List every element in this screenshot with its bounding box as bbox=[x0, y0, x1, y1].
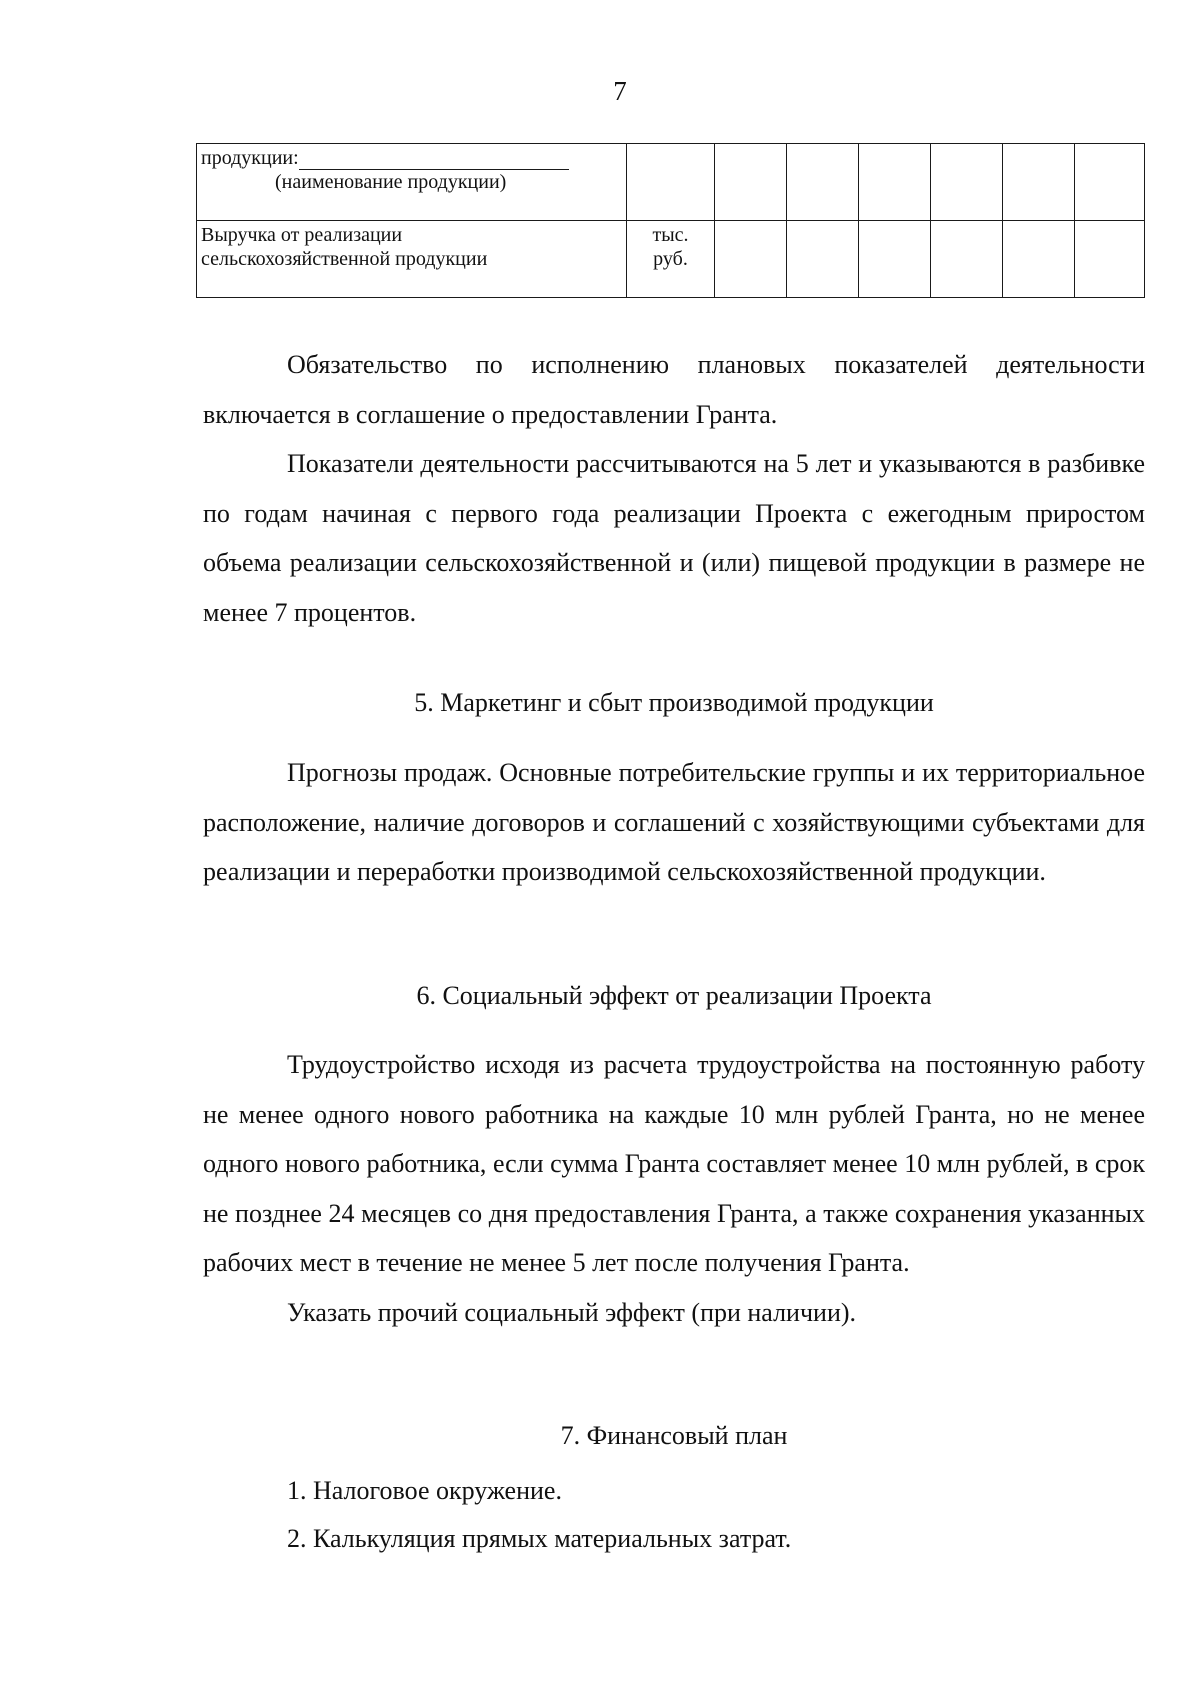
product-label: продукции: bbox=[201, 147, 299, 169]
section7-heading: 7. Финансовый план bbox=[560, 1421, 788, 1450]
list-item: 2. Калькуляция прямых материальных затрат. bbox=[287, 1524, 792, 1553]
paragraph: Показатели деятельности рассчитываются на 5 лет и указываются в разбивке по годам начиная с первого года реализации Проекта с ежегодным приростом объема реализации сельскохозяйственной и (или) пищевой продукции в размере не менее 7 процентов. bbox=[203, 449, 1145, 627]
table-row bbox=[197, 221, 1145, 298]
list-item: 1. Налоговое окружение. bbox=[287, 1476, 562, 1505]
section5-text bbox=[203, 748, 1145, 897]
table-cell-empty bbox=[787, 221, 859, 298]
table-cell-empty bbox=[1003, 144, 1075, 221]
product-name-blank bbox=[299, 149, 569, 170]
paragraph: Обязательство по исполнению плановых показателей деятельности включается в соглашение о предоставлении Гранта. bbox=[203, 350, 1145, 429]
paragraph: Трудоустройство исходя из расчета трудоустройства на постоянную работу не менее одного нового работника на каждые 10 млн рублей Гранта, но не менее одного нового работника, если сумма Гранта составляет менее 10 млн рублей, в срок не позднее 24 месяцев со дня предоставления Гранта, а также сохранения указанных рабочих мест в течение не менее 5 лет после получения Гранта. bbox=[203, 1050, 1145, 1277]
table-cell-empty bbox=[715, 221, 787, 298]
section4-text bbox=[203, 340, 1145, 637]
unit-line1: тыс. bbox=[652, 224, 689, 246]
table-cell-empty bbox=[715, 144, 787, 221]
paragraph: Прогнозы продаж. Основные потребительские группы и их территориальное расположение, наличие договоров и соглашений с хозяйствующими субъектами для реализации и переработки производимой сельскохозяйственной продукции. bbox=[203, 758, 1145, 886]
table-cell-empty bbox=[859, 144, 931, 221]
table-cell-unit bbox=[627, 221, 715, 298]
table-cell-empty bbox=[1075, 144, 1145, 221]
paragraph: Указать прочий социальный эффект (при наличии). bbox=[287, 1297, 857, 1327]
section6-text bbox=[203, 1040, 1145, 1337]
table-row bbox=[197, 144, 1145, 221]
table-cell-unit bbox=[627, 144, 715, 221]
unit-line2: руб. bbox=[653, 248, 688, 271]
table-cell-empty bbox=[1003, 221, 1075, 298]
table-cell-revenue bbox=[197, 221, 627, 298]
section5-heading: 5. Маркетинг и сбыт производимой продукции bbox=[414, 688, 934, 717]
table-cell-empty bbox=[931, 221, 1003, 298]
table-cell-empty bbox=[1075, 221, 1145, 298]
revenue-label-line1: Выручка от реализации bbox=[201, 224, 403, 246]
revenue-label-line2: сельскохозяйственной продукции bbox=[201, 248, 488, 271]
table-cell-empty bbox=[859, 221, 931, 298]
page-number: 7 bbox=[613, 76, 627, 106]
section6-heading: 6. Социальный эффект от реализации Проекта bbox=[416, 981, 932, 1010]
table-cell-empty bbox=[931, 144, 1003, 221]
table-cell-empty bbox=[787, 144, 859, 221]
table-cell-product bbox=[197, 144, 627, 221]
indicators-table bbox=[196, 143, 1145, 298]
product-name-caption: (наименование продукции) bbox=[275, 171, 507, 194]
